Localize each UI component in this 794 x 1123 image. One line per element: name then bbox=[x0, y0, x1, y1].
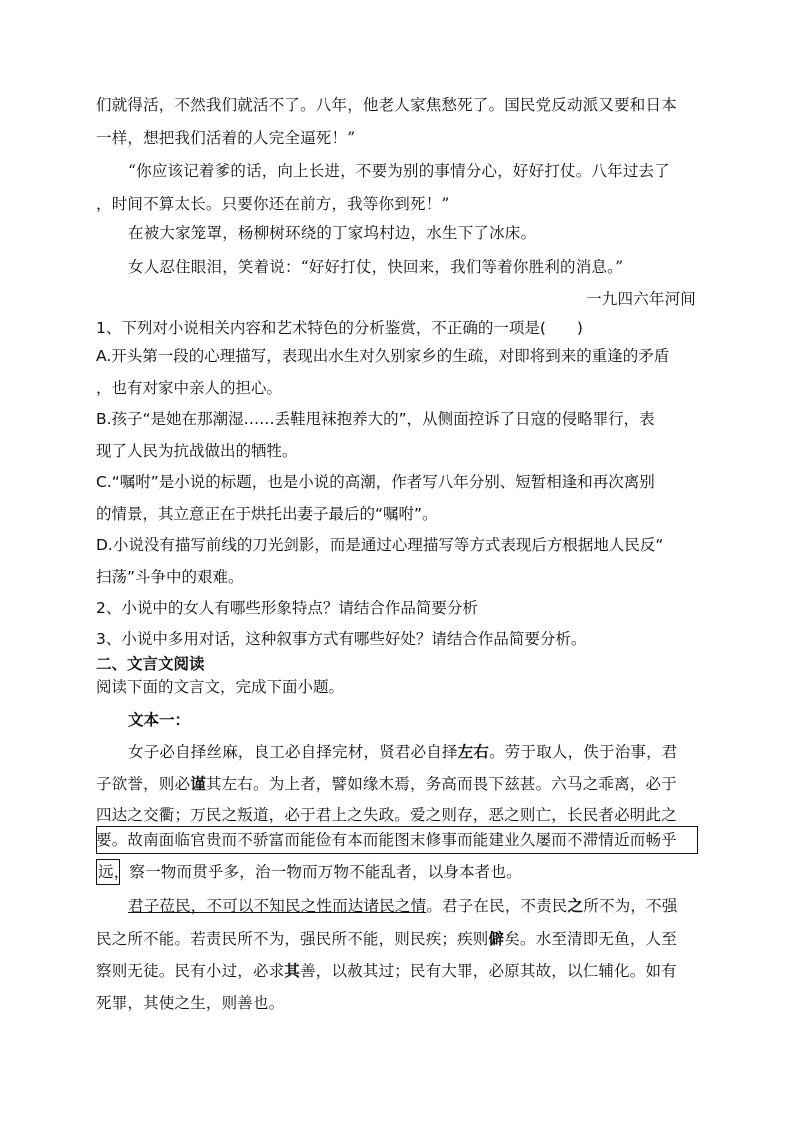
classical-line bbox=[128, 741, 728, 763]
question-1: 1、下列对小说相关内容和艺术特色的分析鉴赏，不正确的一项是( ) bbox=[96, 319, 583, 337]
question-2: 2、小说中的女人有哪些形象特点？请结合作品简要分析 bbox=[96, 599, 478, 617]
option-a-line: A.开头第一段的心理描写，表现出水生对久别家乡的生疏，对即将到来的重逢的矛盾 bbox=[96, 347, 670, 365]
text-run: 所不为，不强 bbox=[583, 897, 678, 915]
text-run: 察则无徒。民有小过，必求 bbox=[96, 962, 285, 980]
classical-line bbox=[128, 895, 728, 917]
option-b-line: 现了人民为抗战做出的牺牲。 bbox=[96, 442, 298, 460]
classical-line bbox=[96, 773, 696, 795]
section-heading: 二、文言文阅读 bbox=[96, 655, 205, 673]
text-run: ，察一物而贯乎多，治一物而万物不能乱者，以身本者也。 bbox=[113, 863, 522, 881]
boxed-text: 故南面临官贵而不骄富而能俭有本而能图末修事而能建业久屡而不滞情近而畅乎 bbox=[127, 831, 677, 849]
option-c-line: C.“嘱咐”是小说的标题，也是小说的高潮，作者写八年分别、短暂相逢和再次离别 bbox=[96, 473, 655, 491]
text-run: 。君子在民，不责民 bbox=[426, 897, 568, 915]
story-line: 们就得活，不然我们就活不了。八年，他老人家焦愁死了。国民党反动派又要和日本 bbox=[96, 96, 677, 114]
option-d-line: 扫荡”斗争中的艰难。 bbox=[96, 568, 244, 586]
story-line: 一样，想把我们活着的人完全逼死！” bbox=[96, 129, 356, 147]
underlined-sentence: 君子莅民，不可以不知民之性而达诸民之情 bbox=[128, 897, 427, 915]
story-line: “你应该记着爹的话，向上长进，不要为别的事情分心，好好打仗。八年过去了 bbox=[128, 162, 670, 180]
classical-line: 死罪，其使之生，则善也。 bbox=[96, 994, 285, 1012]
text-run: 民之所不能。若责民所不为，强民所不能，则民疾；疾则 bbox=[96, 930, 489, 948]
emphasized-word: 僻 bbox=[488, 929, 505, 948]
text-run: 要。 bbox=[96, 831, 128, 849]
option-c-line: 的情景，其立意正在于烘托出妻子最后的“嘱咐”。 bbox=[96, 505, 438, 523]
text-run: 子欲誉，则必 bbox=[96, 775, 191, 793]
option-d-line: D.小说没有描写前线的刀光剑影，而是通过心理描写等方式表现后方根据地人民反“ bbox=[96, 536, 664, 554]
story-line: 在被大家笼罩，杨柳树环绕的丁家坞村边，水生下了冰床。 bbox=[128, 224, 537, 242]
question-3: 3、小说中多用对话，这种叙事方式有哪些好处？请结合作品简要分析。 bbox=[96, 630, 587, 648]
text-run: 善，以赦其过；民有大罪，必原其故，以仁辅化。如有 bbox=[300, 962, 677, 980]
option-a-line: ，也有对家中亲人的担心。 bbox=[96, 379, 283, 397]
classical-line: 四达之交衢；万民之叛道，必于君上之失政。爱之则存，恶之则亡，长民者必明此之 bbox=[96, 806, 677, 824]
text-run: 矣。水至清即无鱼，人至 bbox=[504, 930, 677, 948]
emphasized-word: 左右 bbox=[457, 742, 490, 761]
emphasized-word: 谨 bbox=[190, 774, 206, 793]
emphasized-word: 其 bbox=[284, 961, 301, 980]
section-instruction: 阅读下面的文言文，完成下面小题。 bbox=[96, 678, 345, 696]
classical-line bbox=[96, 960, 696, 982]
emphasized-word: 之 bbox=[567, 896, 584, 915]
classical-line bbox=[96, 861, 696, 883]
text-run: 。劳于取人，佚于治事，君 bbox=[489, 743, 678, 761]
text-one-label: 文本一： bbox=[128, 711, 191, 729]
text-run: 女子必自择丝麻，良工必自择完材，贤君必自择 bbox=[128, 743, 458, 761]
story-signature: 一九四六年河间 bbox=[586, 290, 696, 308]
boxed-text: 远 bbox=[98, 863, 114, 881]
story-line: 女人忍住眼泪，笑着说：“好好打仗，快回来，我们等着你胜利的消息。” bbox=[128, 258, 624, 276]
story-line: ，时间不算太长。只要你还在前方，我等你到死！” bbox=[96, 195, 450, 213]
classical-line bbox=[96, 928, 696, 950]
classical-line bbox=[96, 829, 696, 851]
option-b-line: B.孩子“是她在那潮湿……丢鞋甩袜抱养大的”，从侧面控诉了日寇的侵略罪行，表 bbox=[96, 410, 655, 428]
text-run: 其左右。为上者，譬如缘木焉，务高而畏下兹甚。六马之乖离，必于 bbox=[205, 775, 677, 793]
